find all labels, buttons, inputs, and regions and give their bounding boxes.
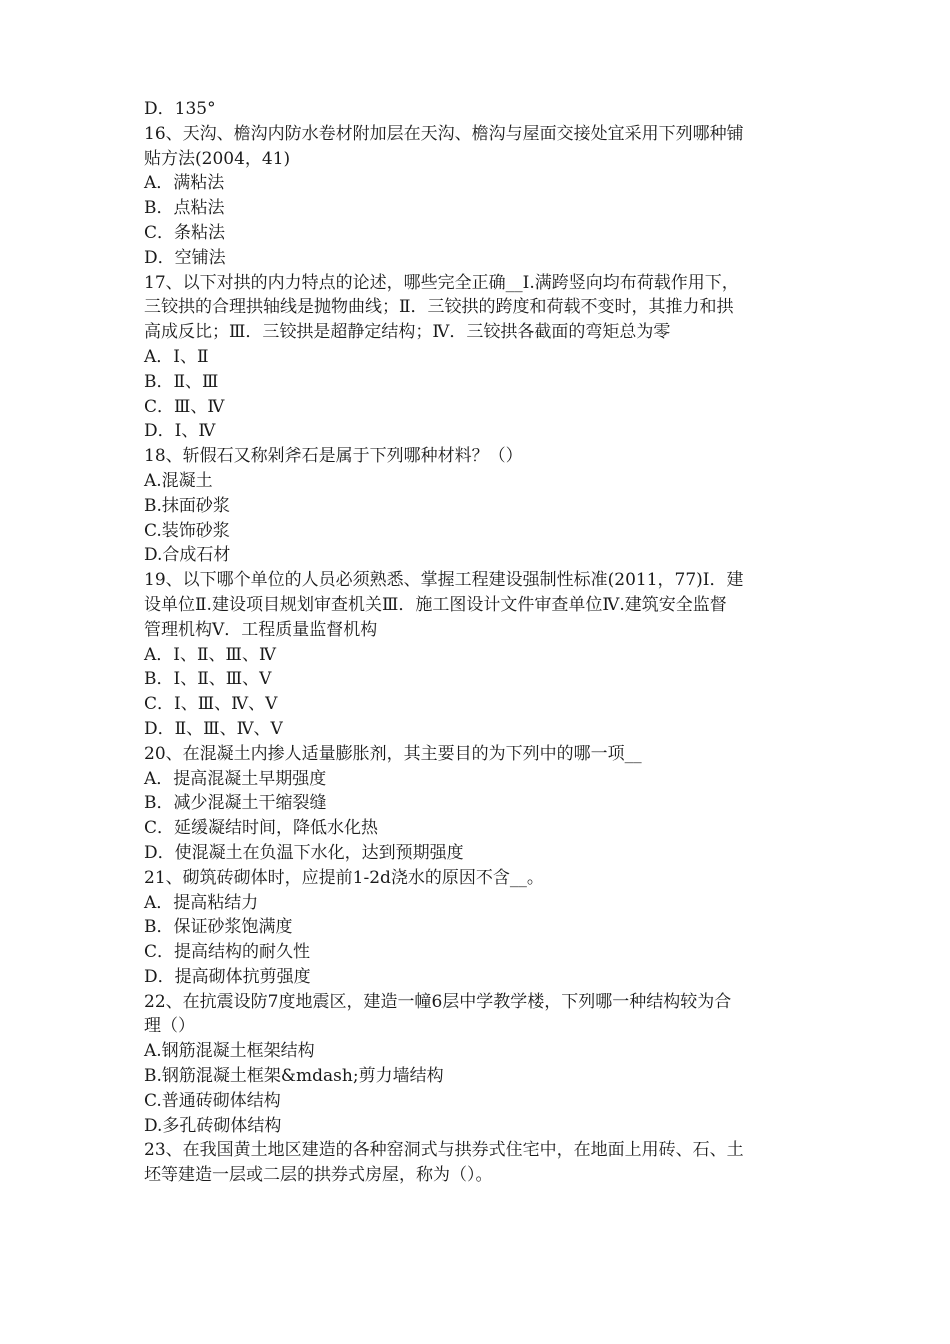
text-line: B.抹面砂浆 [144,495,230,516]
text-line: D.多孔砖砌体结构 [144,1115,282,1136]
text-line: 理（） [144,1016,195,1037]
text-line: A．提高粘结力 [144,892,259,913]
text-line: C.装饰砂浆 [144,520,230,541]
text-line: B．保证砂浆饱满度 [144,917,293,938]
text-line: C．Ⅲ、Ⅳ [144,396,225,417]
text-line: 管理机构Ⅴ．工程质量监督机构 [144,619,378,640]
text-line: 21、砌筑砖砌体时，应提前1-2d浇水的原因不含__。 [144,867,544,888]
text-line: A．满粘法 [144,173,225,194]
text-line: D．135° [144,99,216,119]
text-line: 三铰拱的合理拱轴线是抛物曲线；Ⅱ．三铰拱的跨度和荷载不变时，其推力和拱 [144,297,734,318]
text-line: D．Ⅱ、Ⅲ、Ⅳ、Ⅴ [144,718,283,739]
text-line: A．Ⅰ、Ⅱ [144,346,209,367]
text-line: B．点粘法 [144,198,225,219]
text-line: 18、斩假石又称剁斧石是属于下列哪种材料？（） [144,446,523,467]
text-line: A.钢筋混凝土框架结构 [144,1041,315,1062]
text-line: 高成反比；Ⅲ．三铰拱是超静定结构；Ⅳ．三铰拱各截面的弯矩总为零 [144,322,671,343]
text-line: 17、以下对拱的内力特点的论述，哪些完全正确__Ⅰ.满跨竖向均布荷载作用下， [144,272,739,293]
text-line: 23、在我国黄土地区建造的各种窑洞式与拱券式住宅中，在地面上用砖、石、土 [144,1140,744,1161]
text-line: D．提高砌体抗剪强度 [144,966,311,987]
text-line: 设单位Ⅱ.建设项目规划审查机关Ⅲ．施工图设计文件审查单位Ⅳ.建筑安全监督 [144,594,727,615]
text-line: A．Ⅰ、Ⅱ、Ⅲ、Ⅳ [144,644,276,665]
text-line: C.普通砖砌体结构 [144,1090,281,1111]
text-line: B．Ⅰ、Ⅱ、Ⅲ、Ⅴ [144,669,272,690]
text-line: D．使混凝土在负温下水化，达到预期强度 [144,842,464,863]
text-line: C．条粘法 [144,222,226,243]
text-line: C．提高结构的耐久性 [144,942,311,963]
text-line: C．Ⅰ、Ⅲ、Ⅳ、Ⅴ [144,694,278,715]
text-line: 19、以下哪个单位的人员必须熟悉、掌握工程建设强制性标准(2011，77)Ⅰ．建 [144,570,744,591]
text-line: B.钢筋混凝土框架&mdash;剪力墙结构 [144,1066,444,1087]
text-line: 16、天沟、檐沟内防水卷材附加层在天沟、檐沟与屋面交接处宜采用下列哪种铺 [144,123,744,144]
text-line: A.混凝土 [144,470,213,491]
text-line: 22、在抗震设防7度地震区，建造一幢6层中学教学楼，下列哪一种结构较为合 [144,991,732,1012]
document-page [144,97,812,1188]
text-line: B．Ⅱ、Ⅲ [144,371,219,392]
text-line: D．空铺法 [144,247,226,268]
text-line: 20、在混凝土内掺人适量膨胀剂，其主要目的为下列中的哪一项__ [144,743,642,764]
text-line: B．减少混凝土干缩裂缝 [144,793,327,814]
text-line: 坯等建造一层或二层的拱券式房屋，称为（）。 [144,1165,493,1186]
text-line: D．Ⅰ、Ⅳ [144,421,216,442]
text-line: C．延缓凝结时间，降低水化热 [144,818,379,839]
text-line: A．提高混凝土早期强度 [144,768,327,789]
text-line: 贴方法(2004，41) [144,148,291,169]
text-line: D.合成石材 [144,545,231,566]
